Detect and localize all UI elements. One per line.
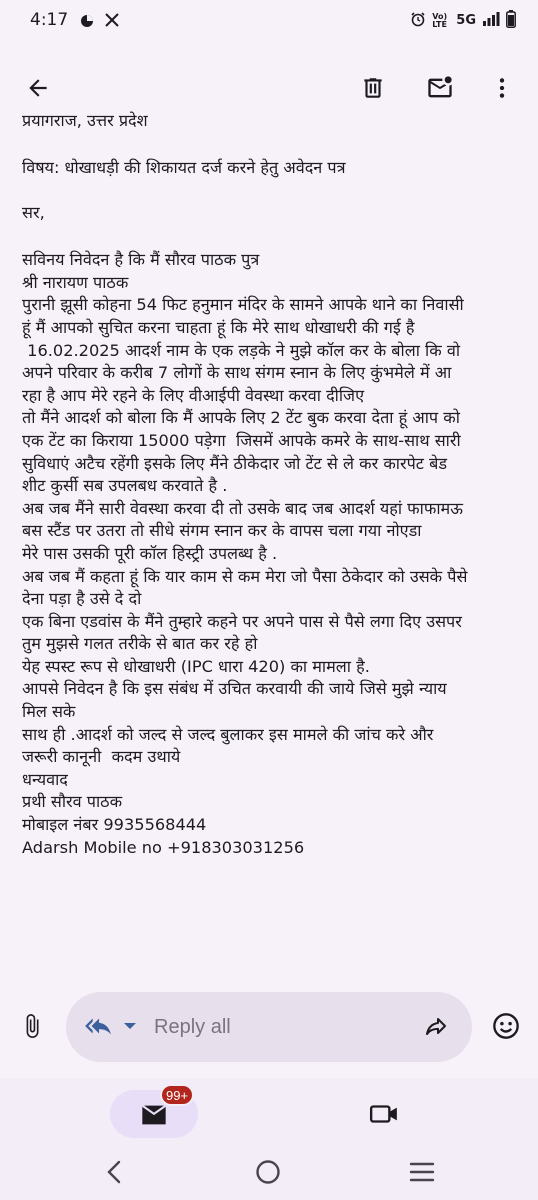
email-line: मेरे पास उसकी पूरी कॉल हिस्ट्री उपलब्ध है . (22, 543, 278, 563)
system-navigation-bar (0, 1138, 538, 1200)
battery-icon (506, 10, 516, 31)
email-line: श्री नारायण पाठक (22, 272, 129, 292)
email-line: प्रथी सौरव पाठक (22, 792, 123, 812)
network-type: 5G (456, 13, 476, 28)
delete-icon (360, 75, 386, 101)
email-line: जरूरी कानूनी कदम उथाये (22, 747, 181, 767)
more-vert-icon (489, 75, 515, 101)
x-app-icon (104, 12, 120, 33)
attach-button[interactable] (10, 1004, 54, 1048)
system-back-icon (106, 1160, 122, 1184)
mail-count-badge: 99+ (160, 1084, 194, 1106)
email-line: मिल सके (22, 702, 76, 722)
email-line: शीट कुर्सी सब उपलबध करवाते है . (22, 476, 228, 496)
delete-button[interactable] (349, 64, 397, 112)
email-line: एक बिना एडवांस के मैंने तुम्हारे कहने पर अपने पास से पैसे लगा दिए उसपर (22, 611, 462, 631)
email-subject-line: विषय: धोखाधड़ी की शिकायत दर्ज करने हेतु अवेदन पत्र (22, 158, 346, 177)
email-line: तुम मुझसे गलत तरीके से बात कर रहे हो (22, 634, 258, 654)
status-notification-icons (80, 12, 120, 33)
email-line: Adarsh Mobile no +918303031256 (22, 837, 305, 857)
reply-all-icon-button[interactable] (80, 1008, 116, 1044)
reply-mode-dropdown[interactable] (118, 1014, 142, 1038)
signal-icon (482, 12, 500, 29)
bottom-nav (0, 1078, 538, 1138)
email-line: अब जब मैंने सारी वेवस्था करवा दी तो उसके बाद जब आदर्श यहां फाफामऊ (22, 498, 463, 518)
reply-bar (0, 990, 538, 1066)
back-arrow-icon (25, 75, 51, 101)
mark-unread-icon (426, 74, 454, 102)
status-time: 4:17 (30, 10, 69, 30)
home-circle-icon (255, 1159, 281, 1185)
email-line: सुविधाएं अटैच रहेंगी इसके लिए मैंने ठीकेदार जो टेंट से ले कर कारपेट बेड (22, 453, 447, 473)
emoji-icon (492, 1012, 520, 1040)
email-line: रहा है आप मेरे रहने के लिए वीआईपी वेवस्था करवा दीजिए (22, 385, 365, 405)
email-line: सविनय निवेदन है कि मैं सौरव पाठक पुत्र (22, 250, 260, 270)
status-system-icons (410, 10, 516, 31)
email-line: हूं मैं आपको सुचित करना चाहता हूं कि मेरे साथ धोखाधरी की गई है (22, 317, 415, 337)
reply-pill[interactable] (66, 992, 472, 1062)
email-line: पुरानी झूसी कोहना 54 फिट हनुमान मंदिर के सामने आपके थाने का निवासी (22, 295, 464, 315)
email-text (22, 249, 522, 859)
system-back-button[interactable] (92, 1150, 136, 1194)
reply-input[interactable]: Reply all (154, 1016, 231, 1038)
system-recents-button[interactable] (400, 1150, 444, 1194)
email-body (22, 111, 522, 944)
email-line: एक टेंट का किराया 15000 पड़ेगा जिसमें आपके कमरे के साथ-साथ सारी (22, 430, 461, 450)
email-line: बस स्टैंड पर उतरा तो सीधे संगम स्नान कर के वापस चला गया नोएडा (22, 521, 422, 541)
email-line: 16.02.2025 आदर्श नाम के एक लड़के ने मुझे कॉल कर के बोला कि वो (22, 340, 461, 360)
reply-all-icon (83, 1013, 113, 1039)
mark-unread-button[interactable] (416, 64, 464, 112)
email-line: अपने परिवार के करीब 7 लोगों के साथ संगम स्नान के लिए कुंभमेले में आ (22, 363, 452, 383)
email-line: येह स्पस्ट रूप से धोखाधरी (IPC धारा 420) का मामला है. (22, 656, 370, 676)
attachment-icon (19, 1011, 45, 1041)
forward-button[interactable] (416, 1008, 456, 1046)
volte-label: Vo) LTE (432, 11, 448, 29)
video-camera-icon (369, 1103, 399, 1125)
forward-icon (422, 1015, 450, 1039)
nav-meet[interactable] (358, 1092, 410, 1136)
email-line: अब जब मैं कहता हूं कि यार काम से कम मेरा जो पैसा ठेकेदार को उसके पैसे (22, 566, 468, 586)
email-partial-line: प्रयागराज, उत्तर प्रदेश (22, 111, 148, 130)
email-line: धन्यवाद (22, 769, 68, 789)
recents-icon (409, 1161, 435, 1183)
emoji-button[interactable] (484, 1004, 528, 1048)
mail-icon (140, 1103, 168, 1127)
email-partial-line-wrap (22, 112, 522, 134)
more-options-button[interactable] (478, 64, 526, 112)
app-notification-icon (80, 13, 94, 33)
email-salutation: सर, (22, 202, 45, 222)
back-button[interactable] (14, 64, 62, 112)
system-home-button[interactable] (246, 1150, 290, 1194)
dropdown-arrow-icon (123, 1021, 137, 1031)
email-line: तो मैंने आदर्श को बोला कि मैं आपके लिए 2 टेंट बुक करवा देता हूं आप को (22, 408, 460, 428)
email-line: देना पड़ा है उसे दे दो (22, 589, 142, 609)
alarm-icon (410, 11, 426, 30)
status-bar (0, 0, 538, 44)
email-line: साथ ही .आदर्श को जल्द से जल्द बुलाकर इस मामले की जांच करे और (22, 724, 434, 744)
email-line: मोबाइल नंबर 9935568444 (22, 815, 207, 835)
email-line: आपसे निवेदन है कि इस संबंध में उचित करवायी की जाये जिसे मुझे न्याय (22, 679, 447, 699)
